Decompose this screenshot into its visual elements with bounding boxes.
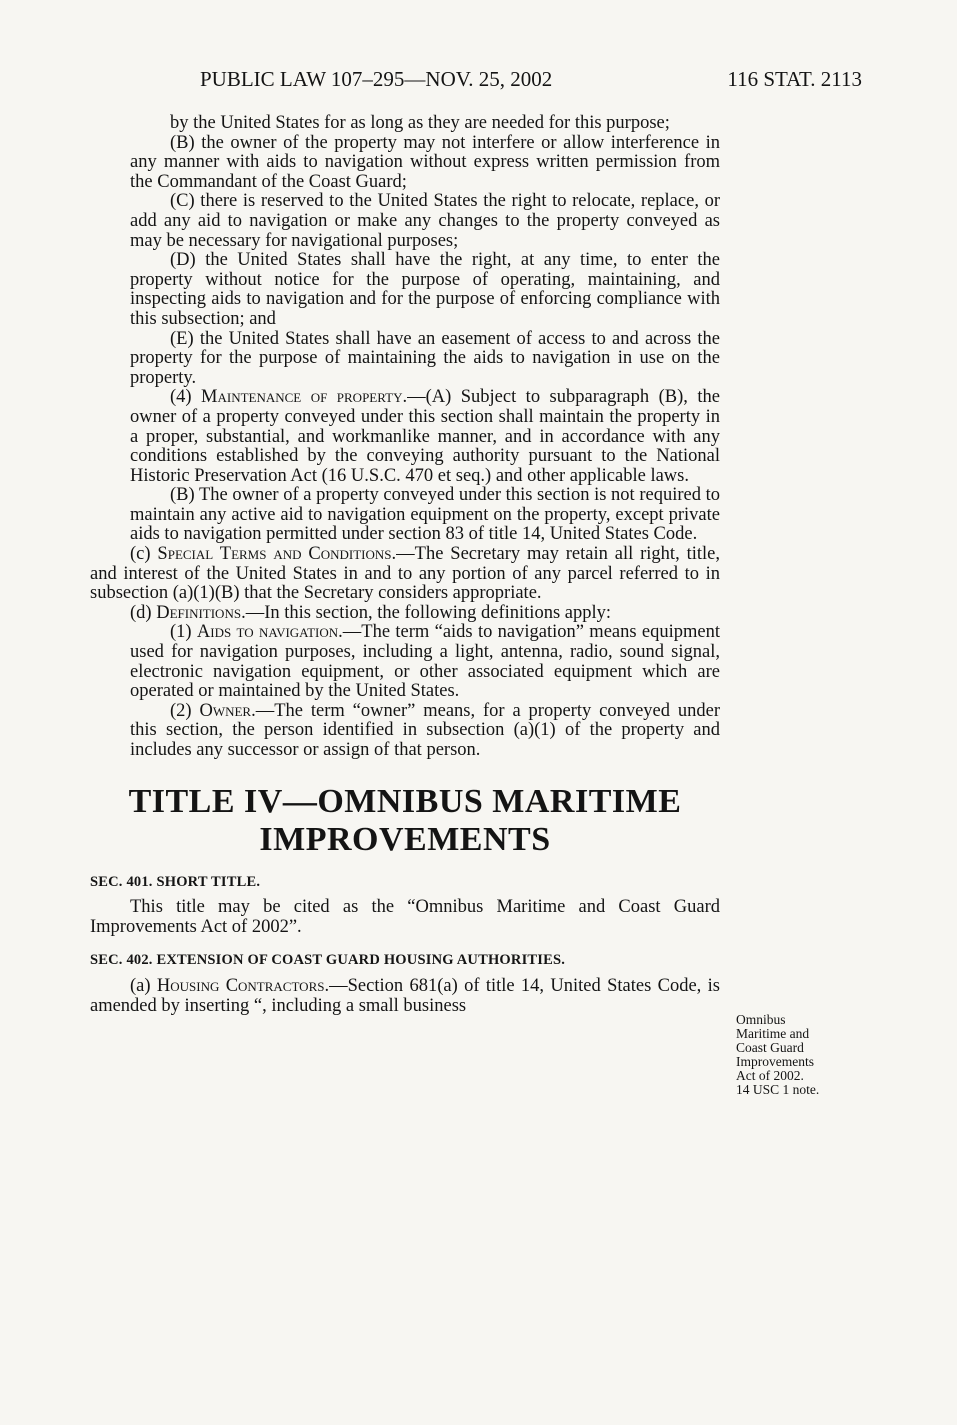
running-header	[200, 64, 862, 94]
paragraph-d: (D) the United States shall have the right, at any time, to enter the property without notice for the purpose of operating, maintaining, and inspecting aids to navigation and for the purpose of enforcing compliance with this subsection; and	[130, 250, 720, 329]
definition-number: (2)	[170, 700, 200, 721]
definition-owner	[90, 702, 720, 761]
definition-aids	[90, 623, 720, 701]
margin-note-line: Coast Guard	[736, 1040, 804, 1055]
subsection-text: .—In this section, the following definitions apply:	[241, 602, 612, 623]
paragraph-maintenance	[90, 388, 720, 486]
header-stat-page: 116 STAT. 2113	[727, 67, 862, 91]
subsection-number: (a)	[130, 975, 157, 996]
section-402-subsection-a	[90, 977, 720, 1016]
paragraph-e: (E) the United States shall have an easement of access to and across the property for the purpose of maintaining the aids to navigation in use on the property.	[130, 328, 720, 388]
section-401-text: This title may be cited as the “Omnibus Maritime and Coast Guard Improvements Act of 2002”.	[90, 897, 720, 937]
title-line-2: IMPROVEMENTS	[259, 820, 551, 858]
definition-text: .—The term “aids to navigation” means equipment used for navigation purposes, including a light, antenna, radio, sound signal, electronic navigation equipment, or other associated equipment which are operated or maintained by the United States.	[130, 622, 720, 702]
definition-number: (1)	[170, 622, 197, 643]
subsection-heading: Housing Contractors	[156, 975, 325, 996]
definition-text: .—The term “owner” means, for a property conveyed under this section, the person identified in subsection (a)(1) of the property and includes any successor or assign of that person.	[130, 700, 720, 760]
margin-note-line: Act of 2002.	[736, 1068, 804, 1083]
definition-heading: Aids to navigation	[196, 622, 339, 643]
page-body	[90, 114, 720, 1016]
margin-note-line: Improvements	[736, 1054, 814, 1069]
paragraph-text: .—(A) Subject to subparagraph (B), the owner of a property conveyed under this section shall maintain the property in a proper, substantial, and workmanlike manner, and in accordance with any conditions established by the conveying authority pursuant to the National Historic Preservation Act (16 U.S.C. 470 et seq.) and other applicable laws.	[130, 387, 720, 486]
title-heading	[90, 783, 720, 859]
paragraph-continuation: by the United States for as long as they are needed for this purpose;	[170, 113, 670, 133]
margin-note-line: Omnibus	[736, 1012, 786, 1027]
subsection-text: .—The Secretary may retain all right, title, and interest of the United States in and to any portion of any parcel referred to in subsection (a)(1)(B) that the Secretary considers appropriate.	[90, 544, 720, 604]
paragraph-number: (4)	[170, 387, 202, 408]
header-public-law: PUBLIC LAW 107–295—NOV. 25, 2002	[200, 67, 553, 91]
subsection-text: .—Section 681(a) of title 14, United States Code, is amended by inserting “, including a small business	[90, 975, 720, 1016]
subsection-number: (c)	[130, 544, 158, 565]
title-line-1: TITLE IV—OMNIBUS MARITIME	[128, 782, 682, 820]
subsection-heading: Special Terms and Conditions	[157, 544, 392, 565]
section-401-heading: SEC. 401. SHORT TITLE.	[90, 873, 261, 890]
subsection-number: (d)	[130, 602, 157, 623]
definition-heading: Owner	[199, 700, 252, 721]
margin-note-line: 14 USC 1 note.	[736, 1082, 820, 1097]
paragraph-c: (C) there is reserved to the United States the right to relocate, replace, or add any aid to navigation or make any changes to the property conveyed as may be necessary for navigational purposes;	[130, 191, 720, 251]
paragraph-maintenance-b: (B) The owner of a property conveyed under this section is not required to maintain any active aid to navigation equipment on the property, except private aids to navigation permitted under section 83 of title 14, United States Code.	[130, 485, 720, 545]
margin-note	[736, 1013, 866, 1097]
subsection-c	[90, 545, 720, 604]
paragraph-b: (B) the owner of the property may not interfere or allow interference in any manner with aids to navigation without express written permission from the Commandant of the Coast Guard;	[130, 132, 720, 192]
paragraph-heading: Maintenance of property	[201, 387, 403, 408]
section-402-heading: SEC. 402. EXTENSION OF COAST GUARD HOUSING AUTHORITIES.	[90, 952, 566, 969]
subsection-heading: Definitions	[156, 602, 242, 623]
subsection-d	[90, 604, 720, 624]
margin-note-line: Maritime and	[736, 1026, 810, 1041]
